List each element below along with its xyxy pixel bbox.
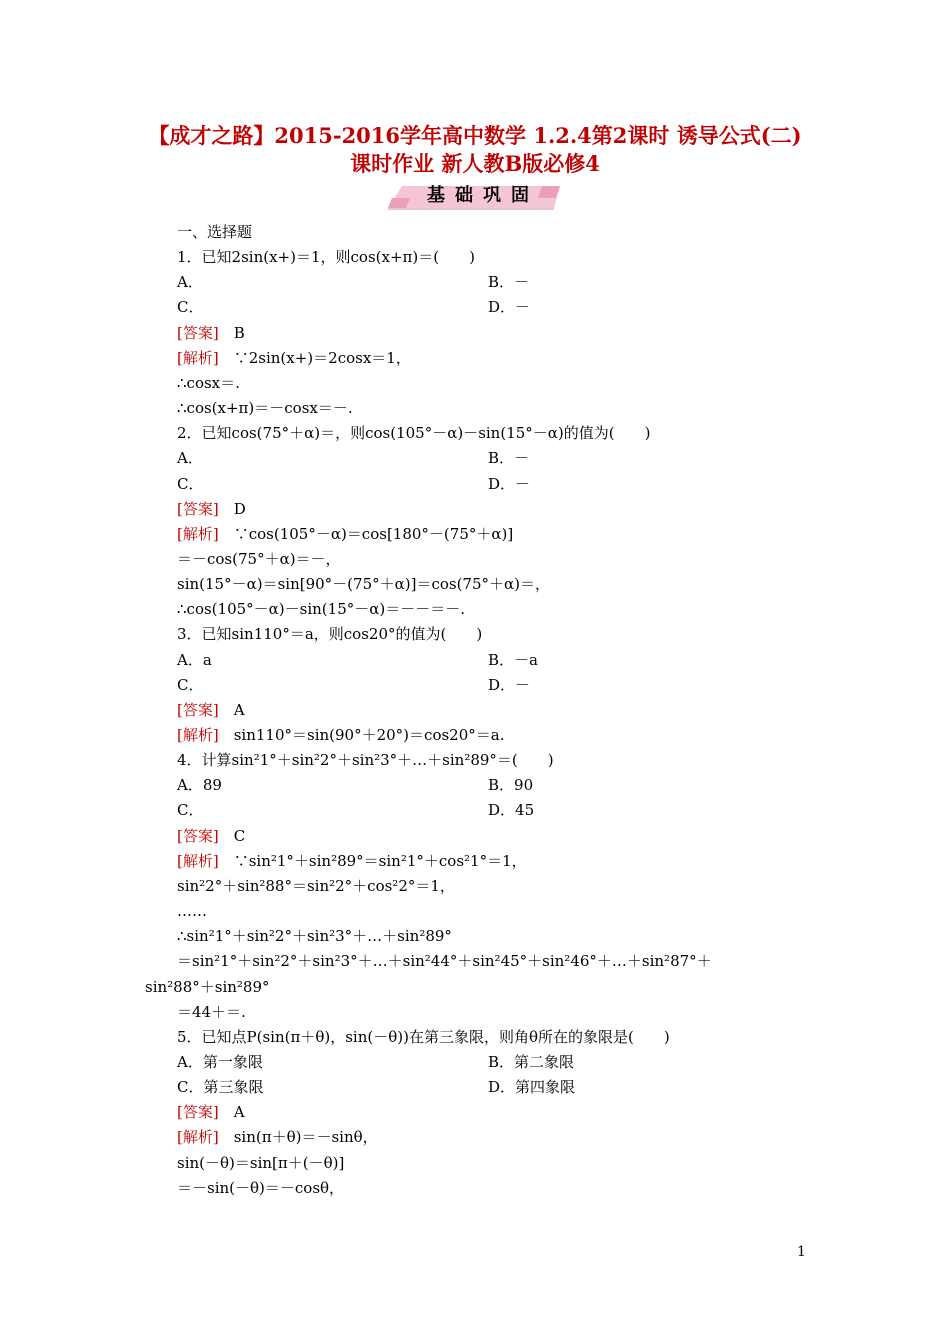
body-line: sin²2°＋sin²88°＝sin²2°＋cos²2°＝1， [177, 877, 455, 895]
answer-tag: [答案] [177, 324, 219, 342]
body-line: ＝－cos(75°＋α)＝－， [177, 550, 341, 568]
option-left: C． [177, 676, 204, 694]
option-right: D．第四象限 [488, 1078, 576, 1096]
analysis-line [177, 849, 527, 874]
section-banner [388, 184, 568, 210]
answer-tag: [答案] [177, 827, 219, 845]
body-line: …… [177, 902, 207, 920]
line-text: sin(π＋θ)＝－sinθ， [218, 1128, 378, 1146]
option-left: C． [177, 801, 204, 819]
line-text: ∵sin²1°＋sin²89°＝sin²1°＋cos²1°＝1， [218, 852, 527, 870]
analysis-tag: [解析] [177, 852, 219, 870]
body-line: 2．已知cos(75°＋α)＝，则cos(105°－α)－sin(15°－α)的值为( ) [177, 424, 651, 442]
option-right: D．－ [488, 475, 531, 493]
option-left: A．89 [177, 776, 222, 794]
option-left: A．第一象限 [177, 1053, 263, 1071]
analysis-tag: [解析] [177, 349, 219, 367]
document-title-line1: 【成才之路】2015-2016学年高中数学 1.2.4第2课时 诱导公式(二) [148, 123, 802, 148]
answer-tag: [答案] [177, 500, 219, 518]
line-text: A [218, 1103, 245, 1121]
analysis-line [177, 1125, 378, 1150]
analysis-tag: [解析] [177, 1128, 219, 1146]
line-text: sin110°＝sin(90°＋20°)＝cos20°＝a. [218, 726, 505, 744]
answer-tag: [答案] [177, 701, 219, 719]
body-line: ＝－sin(－θ)＝－cosθ， [177, 1179, 345, 1197]
analysis-line [177, 723, 504, 748]
body-line: ∴cos(x+π)＝－cosx＝－. [177, 399, 353, 417]
body-line: sin(－θ)＝sin[π＋(－θ)] [177, 1154, 345, 1172]
analysis-line [177, 346, 411, 371]
body-line: 4．计算sin²1°＋sin²2°＋sin²3°＋…＋sin²89°＝( ) [177, 751, 554, 769]
line-text: D [218, 500, 246, 518]
section-banner-label: 基础巩固 [427, 185, 539, 206]
option-right: B．－ [488, 449, 530, 467]
body-line: sin(15°－α)＝sin[90°－(75°＋α)]＝cos(75°＋α)＝， [177, 575, 550, 593]
option-right: B．－ [488, 273, 530, 291]
document-title-line2: 课时作业 新人教B版必修4 [350, 151, 600, 176]
option-left: A． [177, 273, 203, 291]
line-text: A [218, 701, 245, 719]
answer-line [177, 497, 246, 522]
answer-line [177, 824, 245, 849]
body-line: ∴sin²1°＋sin²2°＋sin²3°＋…＋sin²89° [177, 927, 452, 945]
body-line: 一、选择题 [177, 223, 253, 241]
body-line: 5．已知点P(sin(π＋θ)，sin(－θ))在第三象限，则角θ所在的象限是( ) [177, 1028, 670, 1046]
answer-line [177, 1100, 245, 1125]
option-right: B．－a [488, 651, 538, 669]
option-left: C． [177, 298, 204, 316]
option-right: B．90 [488, 776, 534, 794]
line-text: ∵2sin(x+)＝2cosx＝1， [218, 349, 411, 367]
option-left: A．a [177, 651, 212, 669]
option-left: A． [177, 449, 203, 467]
answer-line [177, 321, 245, 346]
body-line: ∴cosx＝. [177, 374, 240, 392]
option-left: C．第三象限 [177, 1078, 264, 1096]
page-number: 1 [797, 1244, 806, 1260]
line-text: B [218, 324, 245, 342]
analysis-tag: [解析] [177, 525, 219, 543]
body-line: sin²88°＋sin²89° [145, 978, 270, 996]
answer-line [177, 698, 245, 723]
body-line: 3．已知sin110°＝a，则cos20°的值为( ) [177, 625, 483, 643]
body-line: ＝44＋＝. [177, 1003, 246, 1021]
analysis-line [177, 522, 513, 547]
option-right: D．45 [488, 801, 535, 819]
body-line: ∴cos(105°－α)－sin(15°－α)＝－－＝－. [177, 600, 465, 618]
body-line: ＝sin²1°＋sin²2°＋sin²3°＋…＋sin²44°＋sin²45°＋sin²46°＋…＋sin²87°＋ [177, 952, 712, 970]
line-text: ∵cos(105°－α)＝cos[180°－(75°＋α)] [218, 525, 514, 543]
option-left: C． [177, 475, 204, 493]
answer-tag: [答案] [177, 1103, 219, 1121]
option-right: B．第二象限 [488, 1053, 575, 1071]
option-right: D．－ [488, 298, 531, 316]
body-line: 1．已知2sin(x+)＝1，则cos(x+π)＝( ) [177, 248, 475, 266]
line-text: C [218, 827, 246, 845]
option-right: D．－ [488, 676, 531, 694]
analysis-tag: [解析] [177, 726, 219, 744]
